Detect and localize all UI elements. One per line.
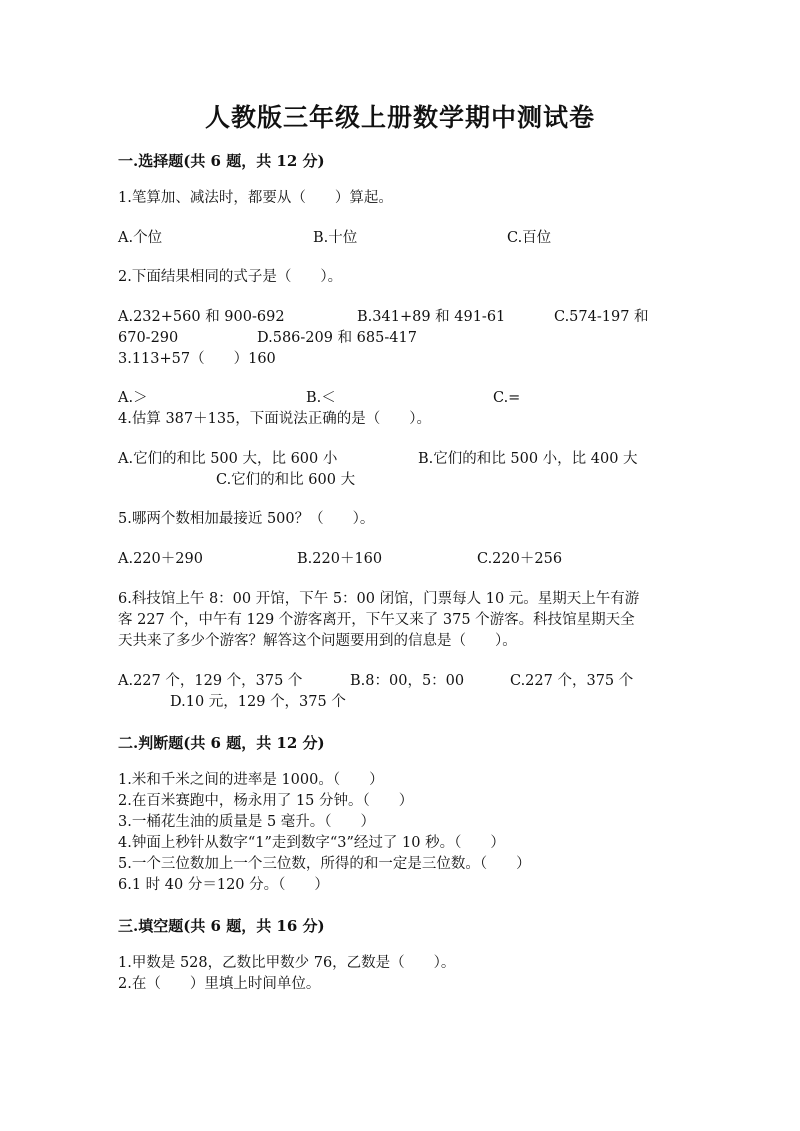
section-heading-judge: 二.判断题(共 6 题，共 12 分) xyxy=(118,734,325,752)
option-a: A.220＋290 xyxy=(118,551,203,567)
option-b: B.8：00，5：00 xyxy=(350,673,465,689)
question-stem: 1.笔算加、减法时，都要从（ ）算起。 xyxy=(118,190,393,206)
fill-item: 1.甲数是 528，乙数比甲数少 76，乙数是（ ）。 xyxy=(118,955,456,971)
judge-item: 1.米和千米之间的进率是 1000。（ ） xyxy=(118,772,384,788)
question-stem-line: 天共来了多少个游客？解答这个问题要用到的信息是（ ）。 xyxy=(118,633,517,649)
judge-item: 4.钟面上秒针从数字“1”走到数字“3”经过了 10 秒。（ ） xyxy=(118,835,505,851)
question-stem: 4.估算 387＋135，下面说法正确的是（ ）。 xyxy=(118,411,432,427)
option-a: A.＞ xyxy=(118,390,148,406)
option-a: A.227 个，129 个，375 个 xyxy=(118,673,303,689)
option-c: C.220＋256 xyxy=(477,551,563,567)
option-c: C.= xyxy=(493,390,521,406)
option-d: D.10 元，129 个，375 个 xyxy=(170,694,346,710)
option-c: C.它们的和比 600 大 xyxy=(216,472,356,488)
question-stem-line: 6.科技馆上午 8：00 开馆，下午 5：00 闭馆，门票每人 10 元。星期天上午有游 xyxy=(118,591,640,607)
question-stem-line: 客 227 个，中午有 129 个游客离开，下午又来了 375 个游客。科技馆星期天全 xyxy=(118,612,635,628)
question-stem: 5.哪两个数相加最接近 500？（ ）。 xyxy=(118,511,375,527)
fill-item: 2.在（ ）里填上时间单位。 xyxy=(118,976,321,992)
option-c: C.227 个，375 个 xyxy=(510,673,634,689)
option-b: B.它们的和比 500 小，比 400 大 xyxy=(418,451,638,467)
option-b: B.341+89 和 491-61 xyxy=(357,309,506,325)
option-c-continued: 670-290 xyxy=(118,330,179,346)
option-b: B.＜ xyxy=(306,390,336,406)
section-heading-fill: 三.填空题(共 6 题，共 16 分) xyxy=(118,917,325,935)
question-stem: 2.下面结果相同的式子是（ ）。 xyxy=(118,269,343,285)
option-a: A.232+560 和 900-692 xyxy=(118,309,285,325)
option-d: D.586-209 和 685-417 xyxy=(257,330,417,346)
judge-item: 6.1 时 40 分＝120 分。（ ） xyxy=(118,877,329,893)
judge-item: 5.一个三位数加上一个三位数，所得的和一定是三位数。（ ） xyxy=(118,856,531,872)
option-b: B.十位 xyxy=(313,230,358,246)
section-heading-choice: 一.选择题(共 6 题，共 12 分) xyxy=(118,152,325,170)
option-c: C.百位 xyxy=(507,230,552,246)
page-title: 人教版三年级上册数学期中测试卷 xyxy=(204,103,595,132)
option-b: B.220＋160 xyxy=(297,551,383,567)
option-a: A.个位 xyxy=(118,230,163,246)
question-stem: 3.113+57（ ）160 xyxy=(118,351,276,367)
judge-item: 2.在百米赛跑中，杨永用了 15 分钟。（ ） xyxy=(118,793,414,809)
judge-item: 3.一桶花生油的质量是 5 毫升。（ ） xyxy=(118,814,376,830)
option-c: C.574-197 和 xyxy=(554,309,649,325)
option-a: A.它们的和比 500 大，比 600 小 xyxy=(118,451,338,467)
